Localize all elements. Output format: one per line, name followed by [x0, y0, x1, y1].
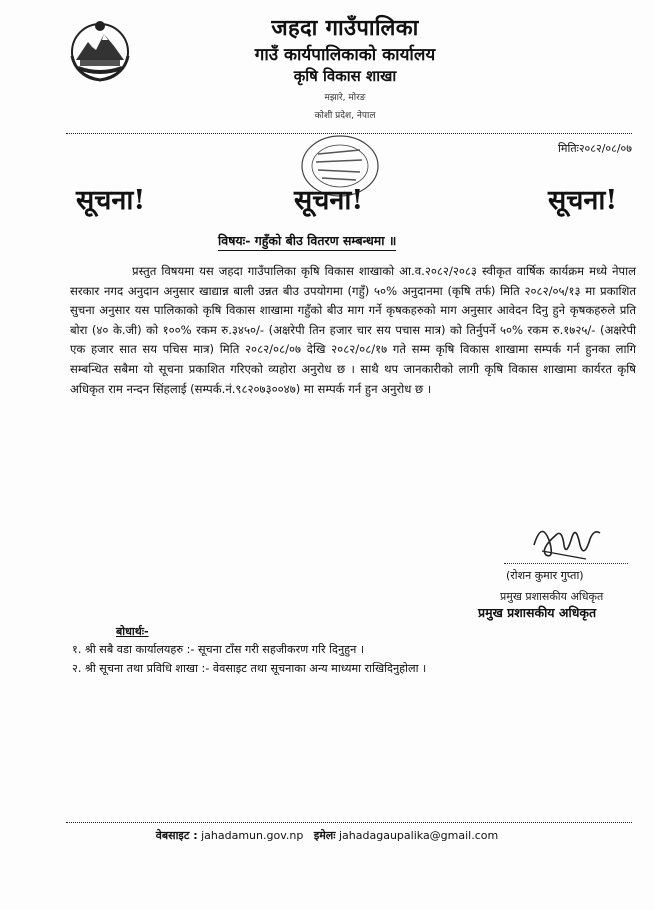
signature-mark-icon	[528, 515, 604, 569]
notice-heading-right: सूचना!	[548, 185, 618, 216]
signatory-name: (रोशन कुमार गुप्ता)	[506, 569, 584, 582]
signature-line	[504, 563, 628, 564]
cc-heading: बोधार्थः-	[116, 625, 149, 638]
notice-body: प्रस्तुत विषयमा यस जहदा गाउँपालिका कृषि विकास शाखाको आ.व.२०८२/२०८३ स्वीकृत वार्षिक कार्यक्रम मध्ये नेपाल सरकार नगद अनुदान अनुसार खाद्यान्न बाली उन्नत बीउ उपयोगमा (गहुँ) ५०% अनुदानमा (कृषि तर्फ) मिति २०८२/०५/१३ मा प्रकाशित सुचना अनुसार यस पालिकाको कृषि विकास शाखामा गहुँको बीउ माग गर्ने कृषकहरुको माग अनुसार आवेदन दिनु हुने कृषकहरुले प्रति बोरा (४० के.जी) को १००% रकम रु.३४५०/- (अक्षरेपी तिन हजार चार सय पचास मात्र) को तिर्नुपर्ने ५०% रकम रु.१७२५/- (अक्षरेपी एक हजार सात सय पचिस मात्र) मिति २०८२/०८/०७ देखि २०८२/०८/१७ गते सम्म कृषि विकास शाखामा सम्पर्क गर्न हुनका लागि सम्बन्धित सबैमा यो सूचना प्रकाशित गरिएको व्यहोरा अनुरोध छ । साथै थप जानकारीको लागी कृषि विकास शाखामा कार्यरत कृषि अधिकृत राम नन्दन सिंहलाई (सम्पर्क.नं.९८२०७३००४७) मा सम्पर्क गर्न हुन अनुरोध छ ।	[70, 264, 636, 396]
office-province: कोशी प्रदेश, नेपाल	[314, 111, 376, 121]
footer-divider	[66, 822, 632, 823]
signatory-title-large: प्रमुख प्रशासकीय अधिकृत	[478, 605, 597, 620]
office-name: गाउँ कार्यपालिकाको कार्यालय	[254, 45, 436, 65]
subject-line: विषयः- गहुँको बीउ वितरण सम्बन्धमा ॥	[218, 232, 396, 251]
website-label: वेबसाइट :	[155, 829, 198, 842]
email-label: इमेलः	[313, 829, 336, 842]
notice-heading-center: सूचना!	[294, 185, 364, 216]
website-link[interactable]: jahadamun.gov.np	[201, 829, 304, 842]
cc-item: १. श्री सबै वडा कार्यालयहरु :- सूचना टाँस गरी सहजीकरण गरि दिनुहुन ।	[72, 643, 365, 656]
email-link[interactable]: jahadagaupalika@gmail.com	[339, 829, 499, 842]
cc-item: २. श्री सूचना तथा प्रविधि शाखा :- वेवसाइट तथा सूचनाका अन्य माध्यमा राखिदिनुहोला ।	[72, 662, 427, 675]
municipality-name: जहदा गाउँपालिका	[271, 16, 419, 41]
nepal-emblem-icon	[66, 16, 134, 84]
office-location: मझारे, मोरङ	[324, 93, 366, 103]
notice-heading-left: सूचना!	[76, 185, 146, 216]
issue-date: मितिः२०८२/०८/०७	[558, 142, 632, 155]
footer-contact	[0, 828, 654, 843]
section-name: कृषि विकास शाखा	[293, 67, 397, 85]
signatory-title-small: प्रमुख प्रशासकीय अधिकृत	[500, 590, 604, 603]
